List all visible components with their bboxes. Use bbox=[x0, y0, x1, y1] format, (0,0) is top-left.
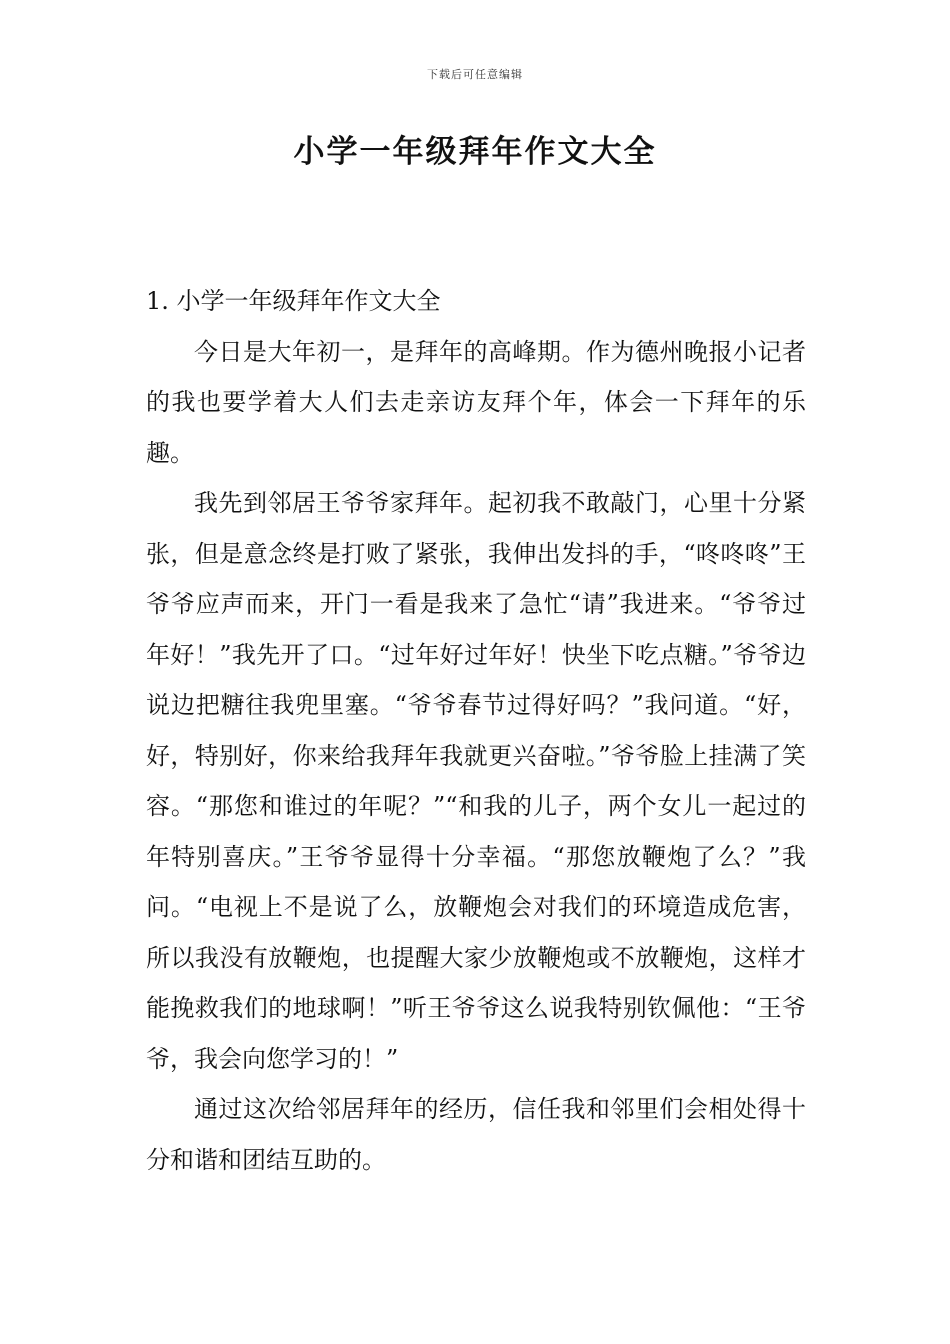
paragraph-3: 通过这次给邻居拜年的经历，信任我和邻里们会相处得十分和谐和团结互助的。 bbox=[146, 1095, 806, 1174]
document-body bbox=[146, 276, 806, 1185]
header-note: 下载后可任意编辑 bbox=[427, 68, 523, 81]
paragraph-1: 今日是大年初一，是拜年的高峰期。作为德州晚报小记者的我也要学着大人们去走亲访友拜个年，体会一下拜年的乐趣。 bbox=[146, 337, 806, 467]
section-heading: 1. 小学一年级拜年作文大全 bbox=[146, 287, 441, 315]
paragraph-2: 我先到邻居王爷爷家拜年。起初我不敢敲门，心里十分紧张，但是意念终是打败了紧张，我伸出发抖的手，“咚咚咚”王爷爷应声而来，开门一看是我来了急忙“请”我进来。“爷爷过年好！”我先开了口。“过年好过年好！快坐下吃点糖。”爷爷边说边把糖往我兜里塞。“爷爷春节过得好吗？”我问道。“好，好，特别好，你来给我拜年我就更兴奋啦。”爷爷脸上挂满了笑容。“那您和谁过的年呢？”“和我的儿子，两个女儿一起过的年特别喜庆。”王爷爷显得十分幸福。“那您放鞭炮了么？”我问。“电视上不是说了么，放鞭炮会对我们的环境造成危害，所以我没有放鞭炮，也提醒大家少放鞭炮或不放鞭炮，这样才能挽救我们的地球啊！”听王爷爷这么说我特别钦佩他：“王爷爷，我会向您学习的！” bbox=[146, 489, 806, 1073]
document-title: 小学一年级拜年作文大全 bbox=[293, 134, 657, 170]
